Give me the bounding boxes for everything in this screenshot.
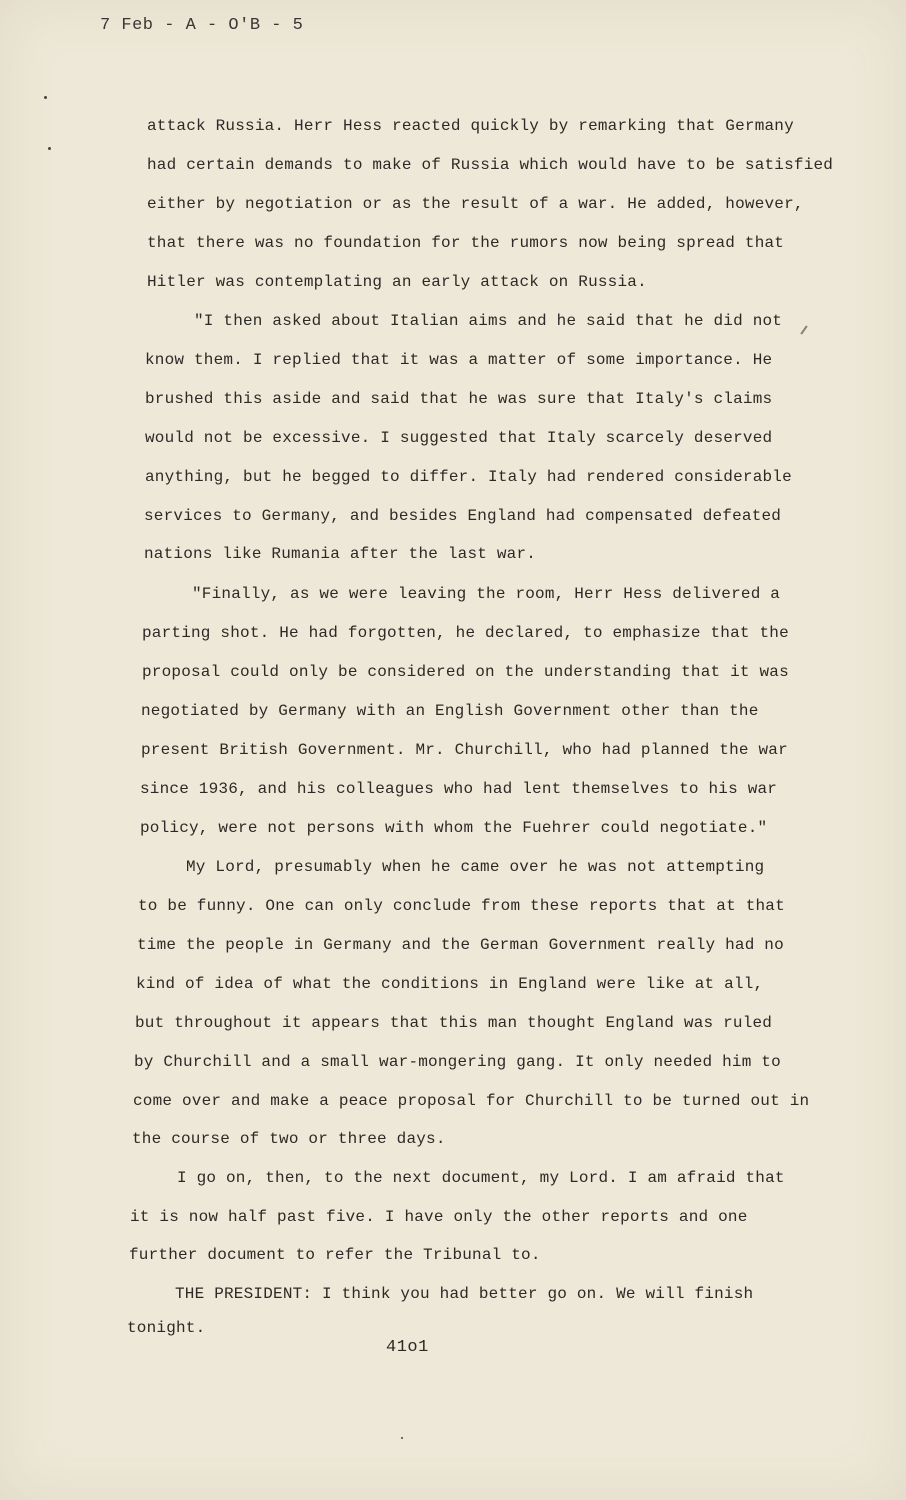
body-line: I go on, then, to the next document, my Lord. I am afraid that <box>177 1169 785 1187</box>
body-line: time the people in Germany and the German Government really had no <box>137 936 784 954</box>
body-line: that there was no foundation for the rumors now being spread that <box>147 234 785 252</box>
body-line: the course of two or three days. <box>132 1130 446 1148</box>
body-line: brushed this aside and said that he was sure that Italy's claims <box>145 390 773 408</box>
paper-speck <box>48 147 51 150</box>
body-line: to be funny. One can only conclude from these reports that at that <box>138 897 785 915</box>
page-reference: 7 Feb - A - O'B - 5 <box>100 16 304 35</box>
body-line: policy, were not persons with whom the Fuehrer could negotiate." <box>140 819 768 837</box>
body-line: would not be excessive. I suggested that Italy scarcely deserved <box>145 429 773 447</box>
paper-speck <box>401 1437 403 1439</box>
body-line: parting shot. He had forgotten, he declared, to emphasize that the <box>142 624 789 642</box>
body-line: My Lord, presumably when he came over he was not attempting <box>186 858 765 876</box>
page-number: 41o1 <box>386 1338 429 1357</box>
body-line: nations like Rumania after the last war. <box>144 545 537 563</box>
body-line: kind of idea of what the conditions in England were like at all, <box>136 975 764 993</box>
body-line: come over and make a peace proposal for Churchill to be turned out in <box>133 1092 810 1110</box>
body-line: either by negotiation or as the result of a war. He added, however, <box>147 195 804 213</box>
body-line: since 1936, and his colleagues who had lent themselves to his war <box>140 780 778 798</box>
body-line: know them. I replied that it was a matter of some importance. He <box>145 351 773 369</box>
body-line: proposal could only be considered on the understanding that it was <box>142 663 789 681</box>
body-line: it is now half past five. I have only the other reports and one <box>130 1208 748 1226</box>
body-line: negotiated by Germany with an English Government other than the <box>141 702 759 720</box>
body-line: "Finally, as we were leaving the room, Herr Hess delivered a <box>192 585 781 603</box>
body-line: THE PRESIDENT: I think you had better go on. We will finish <box>175 1285 754 1303</box>
body-line: "I then asked about Italian aims and he said that he did not <box>194 312 783 330</box>
body-line: had certain demands to make of Russia which would have to be satisfied <box>147 156 834 174</box>
body-line: services to Germany, and besides England had compensated defeated <box>144 507 782 525</box>
paper-speck <box>800 325 807 334</box>
body-line: by Churchill and a small war-mongering gang. It only needed him to <box>134 1053 781 1071</box>
body-line: attack Russia. Herr Hess reacted quickly by remarking that Germany <box>147 117 794 135</box>
body-line: tonight. <box>127 1319 206 1337</box>
body-line: further document to refer the Tribunal to. <box>129 1246 541 1264</box>
body-line: anything, but he begged to differ. Italy had rendered considerable <box>145 468 792 486</box>
body-line: but throughout it appears that this man thought England was ruled <box>135 1014 773 1032</box>
body-line: Hitler was contemplating an early attack on Russia. <box>147 273 647 291</box>
paper-speck <box>44 96 47 99</box>
body-line: present British Government. Mr. Churchill, who had planned the war <box>141 741 788 759</box>
